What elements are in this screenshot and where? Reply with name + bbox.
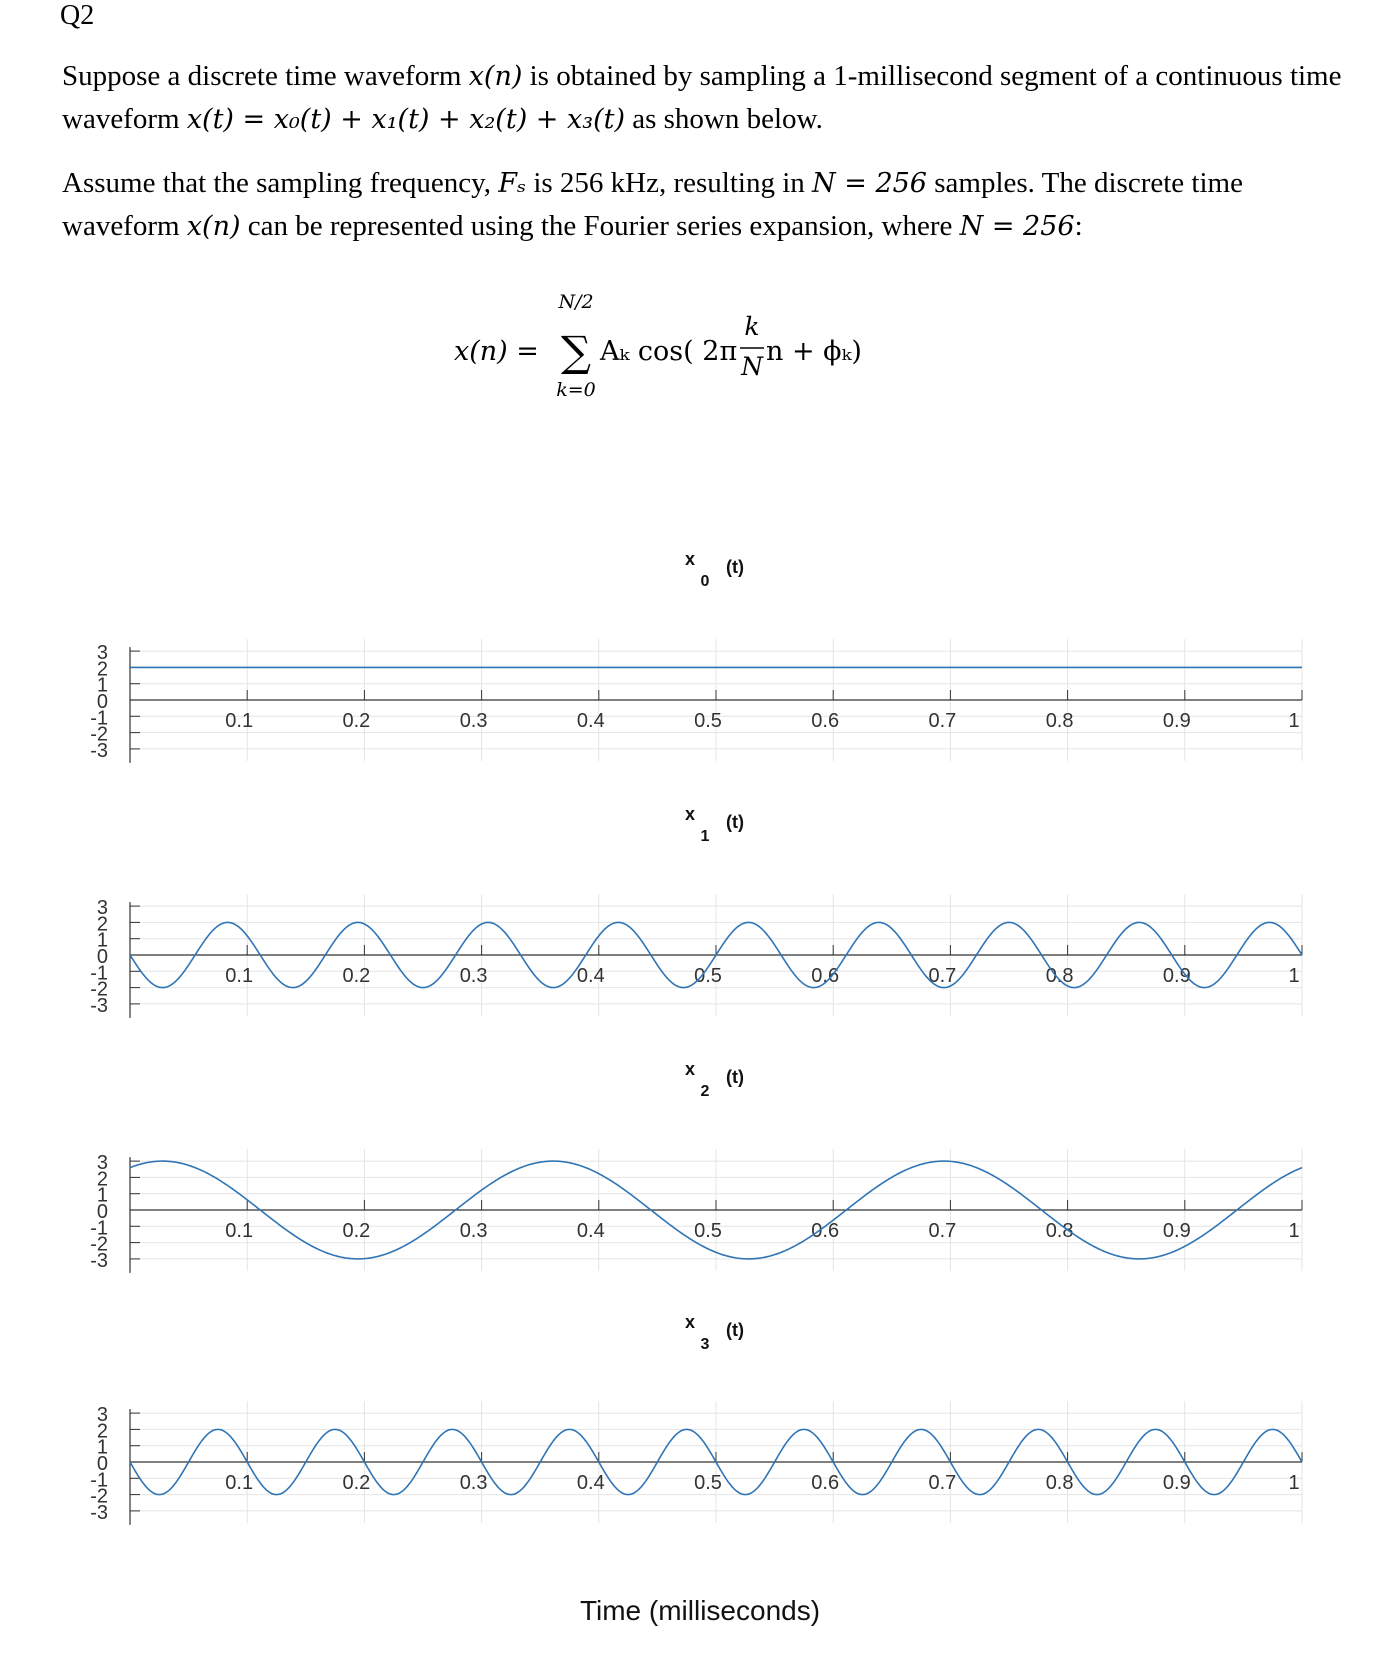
chart-1-x-tick-label: 0.7 bbox=[928, 965, 957, 987]
chart-3-x-tick-label: 1 bbox=[1288, 1472, 1300, 1494]
chart-0-x-tick-label: 0.1 bbox=[225, 710, 254, 732]
chart-1-y-tick-label: 1 bbox=[96, 929, 108, 952]
chart-1-y-tick-label: -1 bbox=[90, 962, 108, 985]
chart-1-title-main: x bbox=[684, 804, 696, 824]
chart-0-y-tick-label: 3 bbox=[96, 642, 108, 665]
chart-1-x-tick-label: 0.4 bbox=[576, 965, 605, 987]
p1-text-3: as shown below. bbox=[624, 103, 823, 135]
chart-0-title-sub: 0 bbox=[700, 573, 710, 590]
p2-text-3: samples. The discrete time waveform bbox=[62, 167, 1243, 242]
chart-0-title-suffix: (t) bbox=[726, 557, 744, 577]
chart-1-x-tick-label: 0.9 bbox=[1162, 965, 1191, 987]
chart-2-x-tick-label: 0.7 bbox=[928, 1220, 957, 1242]
chart-0-title-main: x bbox=[684, 549, 696, 569]
formula-lhs: x(n) = bbox=[454, 336, 539, 367]
p2-math-3: x(n) bbox=[186, 211, 241, 242]
chart-3-x-tick-label: 0.6 bbox=[811, 1472, 840, 1494]
chart-3-x-tick-label: 0.3 bbox=[459, 1472, 488, 1494]
chart-0-y-tick-label: -1 bbox=[90, 707, 108, 730]
chart-1-x-tick-label: 0.6 bbox=[811, 965, 840, 987]
chart-3-y-tick-label: -3 bbox=[90, 1501, 108, 1524]
chart-2-x-tick-label: 0.5 bbox=[694, 1220, 722, 1242]
chart-2-x-tick-label: 0.8 bbox=[1045, 1220, 1074, 1242]
chart-1-x-tick-label: 0.5 bbox=[694, 965, 722, 987]
chart-0-y-tick-label: 0 bbox=[96, 691, 108, 713]
chart-1-y-tick-label: 3 bbox=[96, 897, 108, 920]
formula-tail: n + ϕₖ) bbox=[766, 336, 862, 367]
p2-text-1: Assume that the sampling frequency, bbox=[62, 167, 499, 199]
chart-0-y-tick-label: 1 bbox=[96, 674, 108, 697]
chart-3-x-tick-label: 0.7 bbox=[928, 1472, 957, 1494]
chart-3-x-tick-label: 0.8 bbox=[1045, 1472, 1074, 1494]
formula-frac-den: N bbox=[741, 352, 763, 381]
chart-1-y-tick-label: -2 bbox=[90, 978, 108, 1001]
chart-2-y-tick-label: 1 bbox=[96, 1184, 108, 1207]
chart-1-x-tick-label: 0.3 bbox=[459, 965, 488, 987]
chart-0-y-tick-label: -3 bbox=[90, 739, 108, 762]
chart-2-x-tick-label: 0.6 bbox=[811, 1220, 840, 1242]
chart-0-x-tick-label: 1 bbox=[1288, 710, 1300, 732]
chart-2-y-tick-label: 0 bbox=[96, 1201, 108, 1223]
chart-2-x-tick-label: 0.1 bbox=[225, 1220, 254, 1242]
p1-text-2: is obtained by sampling a 1-millisecond segment of a continuous time waveform bbox=[62, 60, 1342, 135]
chart-3-x-tick-label: 0.9 bbox=[1162, 1472, 1191, 1494]
formula-sigma: ∑ bbox=[561, 327, 591, 376]
chart-2-y-tick-label: -3 bbox=[90, 1249, 108, 1272]
chart-3-y-tick-label: 1 bbox=[96, 1436, 108, 1459]
chart-1-title-suffix: (t) bbox=[726, 812, 744, 832]
p2-math-2: N = 256 bbox=[812, 168, 927, 199]
p2-text-2: is 256 kHz, resulting in bbox=[526, 167, 813, 199]
p2-math-1: Fₛ bbox=[498, 168, 527, 199]
x-axis-label: Time (milliseconds) bbox=[579, 1595, 821, 1626]
chart-3-y-tick-label: -2 bbox=[90, 1485, 108, 1508]
chart-0-x-tick-label: 0.8 bbox=[1045, 710, 1074, 732]
formula-term: Aₖ cos( 2π bbox=[600, 336, 738, 367]
chart-1-y-tick-label: -3 bbox=[90, 994, 108, 1017]
chart-1-x-tick-label: 0.8 bbox=[1045, 965, 1074, 987]
chart-0-x-tick-label: 0.4 bbox=[576, 710, 605, 732]
chart-3-title-main: x bbox=[684, 1312, 696, 1332]
p1-text-1: Suppose a discrete time waveform bbox=[62, 60, 469, 92]
chart-0-x-tick-label: 0.9 bbox=[1162, 710, 1191, 732]
p2-text-5: : bbox=[1074, 210, 1083, 242]
chart-2-x-tick-label: 0.3 bbox=[459, 1220, 488, 1242]
chart-3-y-tick-label: 0 bbox=[96, 1453, 108, 1475]
chart-1-x-tick-label: 1 bbox=[1288, 965, 1300, 987]
chart-0-x-tick-label: 0.5 bbox=[694, 710, 722, 732]
chart-1-x-tick-label: 0.2 bbox=[342, 965, 371, 987]
question-label: Q2 bbox=[60, 0, 95, 31]
formula-frac-num: k bbox=[744, 312, 760, 341]
chart-2-y-tick-label: 3 bbox=[96, 1152, 108, 1175]
chart-3-title-suffix: (t) bbox=[726, 1320, 744, 1340]
chart-2-title-sub: 2 bbox=[700, 1083, 710, 1100]
chart-2-title-main: x bbox=[684, 1059, 696, 1079]
chart-3-title-sub: 3 bbox=[700, 1336, 710, 1353]
chart-0-y-tick-label: 2 bbox=[96, 658, 108, 681]
chart-0-x-tick-label: 0.7 bbox=[928, 710, 957, 732]
chart-0-x-tick-label: 0.2 bbox=[342, 710, 371, 732]
chart-2-x-tick-label: 0.9 bbox=[1162, 1220, 1191, 1242]
chart-0-y-tick-label: -2 bbox=[90, 723, 108, 746]
chart-0-x-tick-label: 0.3 bbox=[459, 710, 488, 732]
chart-3-y-tick-label: 2 bbox=[96, 1420, 108, 1443]
chart-1-x-tick-label: 0.1 bbox=[225, 965, 254, 987]
chart-0-x-tick-label: 0.6 bbox=[811, 710, 840, 732]
p2-math-4: N = 256 bbox=[959, 211, 1075, 242]
chart-2-x-tick-label: 0.4 bbox=[576, 1220, 605, 1242]
chart-1-title-sub: 1 bbox=[700, 828, 710, 845]
chart-3-y-tick-label: -1 bbox=[90, 1469, 108, 1492]
chart-2-x-tick-label: 0.2 bbox=[342, 1220, 371, 1242]
chart-1-y-tick-label: 2 bbox=[96, 913, 108, 936]
chart-3-y-tick-label: 3 bbox=[96, 1404, 108, 1427]
p2-text-4: can be represented using the Fourier series expansion, where bbox=[240, 210, 960, 242]
chart-3-x-tick-label: 0.1 bbox=[225, 1472, 254, 1494]
chart-3-x-tick-label: 0.2 bbox=[342, 1472, 371, 1494]
chart-3-x-tick-label: 0.4 bbox=[576, 1472, 605, 1494]
formula-sum-upper: N/2 bbox=[558, 291, 594, 313]
chart-2-y-tick-label: 2 bbox=[96, 1168, 108, 1191]
p1-math-1: x(n) bbox=[468, 61, 523, 92]
chart-3-x-tick-label: 0.5 bbox=[694, 1472, 722, 1494]
chart-2-x-tick-label: 1 bbox=[1288, 1220, 1300, 1242]
chart-2-y-tick-label: -1 bbox=[90, 1217, 108, 1240]
chart-1-y-tick-label: 0 bbox=[96, 946, 108, 968]
p1-math-2: x(t) = x₀(t) + x₁(t) + x₂(t) + x₃(t) bbox=[186, 104, 625, 135]
chart-2-y-tick-label: -2 bbox=[90, 1233, 108, 1256]
formula-sum-lower: k=0 bbox=[556, 379, 596, 401]
chart-2-title-suffix: (t) bbox=[726, 1067, 744, 1087]
